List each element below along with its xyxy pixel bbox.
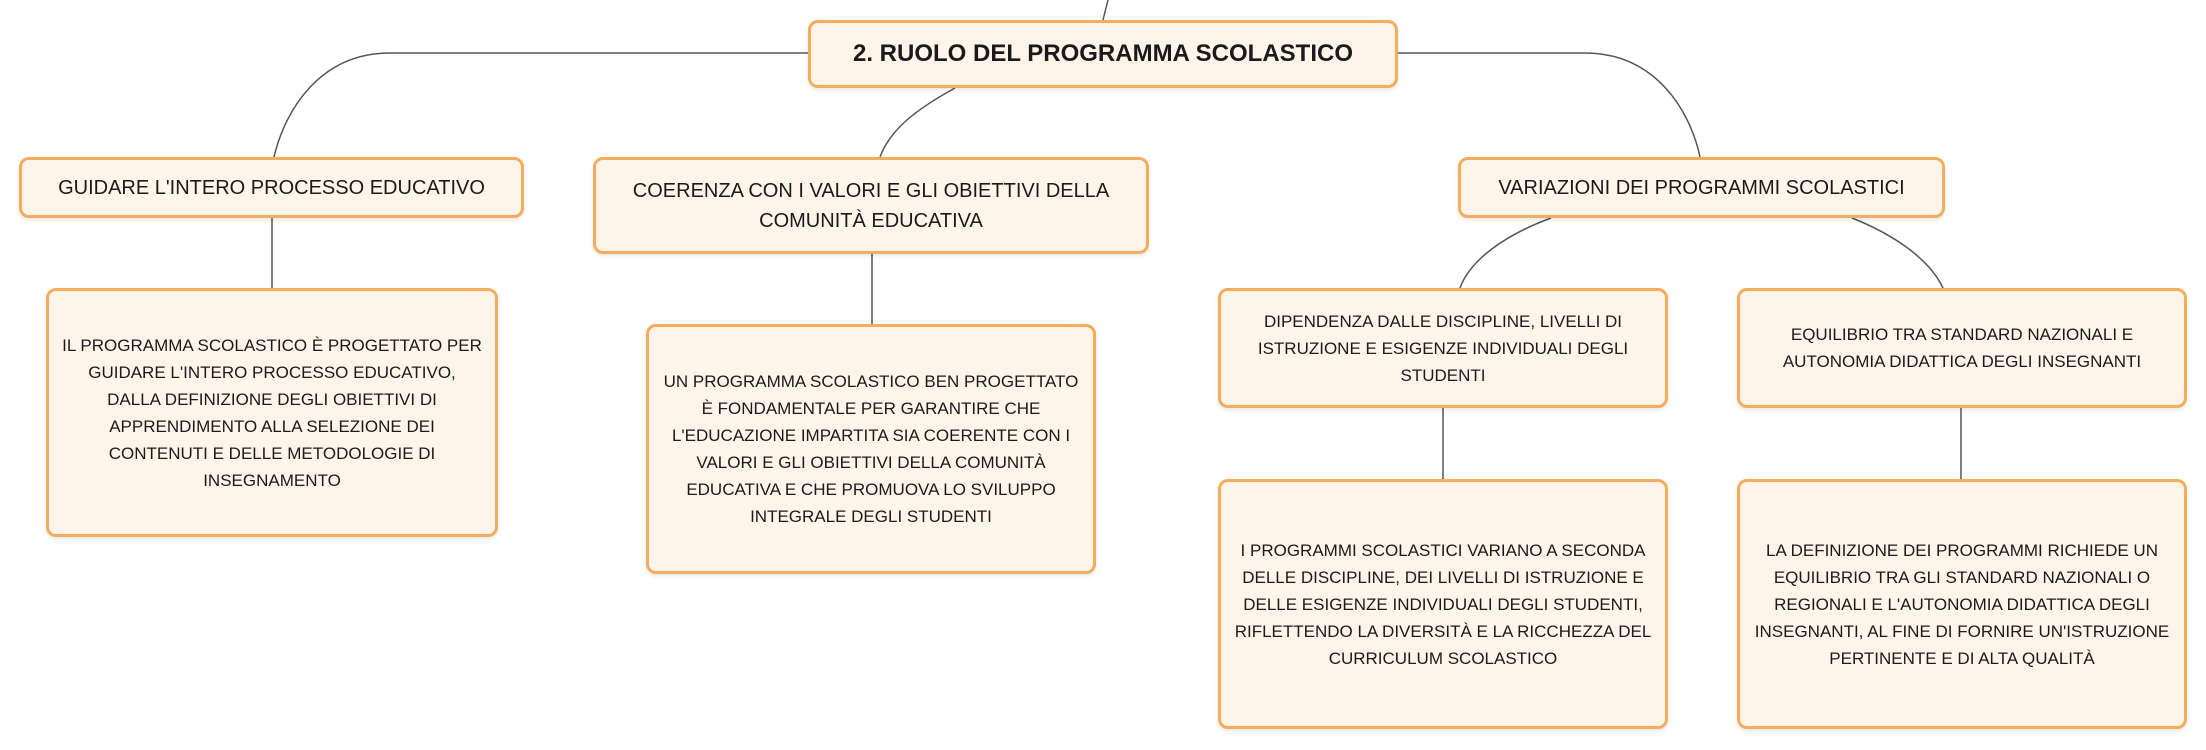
connector-parent-root	[1103, 0, 1108, 20]
node-equilibrio-detail-text: LA DEFINIZIONE DEI PROGRAMMI RICHIEDE UN EQUILIBRIO TRA GLI STANDARD NAZIONALI O REGIONALI E L'AUTONOMIA DIDATTICA DEGLI INSEGNANTI, AL FINE DI FORNIRE UN'ISTRUZIONE PERTINENTE E DI ALTA QUALITÀ	[1754, 540, 2170, 668]
node-dipendenza-detail[interactable]	[1218, 479, 1668, 729]
node-coerenza-detail[interactable]	[646, 324, 1096, 574]
connector-root-variazioni	[1398, 53, 1700, 157]
node-dipendenza-detail-text: I PROGRAMMI SCOLASTICI VARIANO A SECONDA DELLE DISCIPLINE, DEI LIVELLI DI ISTRUZIONE E DELLE ESIGENZE INDIVIDUALI DEGLI STUDENTI, RIFLETTENDO LA DIVERSITÀ E LA RICCHEZZA DEL CURRICULUM SCOLASTICO	[1234, 540, 1652, 668]
node-guidare-label: GUIDARE L'INTERO PROCESSO EDUCATIVO	[58, 176, 485, 199]
root-node[interactable]	[808, 20, 1398, 88]
node-variazioni-label: VARIAZIONI DEI PROGRAMMI SCOLASTICI	[1498, 176, 1905, 199]
node-equilibrio-label: EQUILIBRIO TRA STANDARD NAZIONALI E AUTONOMIA DIDATTICA DEGLI INSEGNANTI	[1782, 325, 2142, 371]
node-guidare-detail[interactable]	[46, 288, 498, 537]
node-coerenza-detail-text: UN PROGRAMMA SCOLASTICO BEN PROGETTATO È FONDAMENTALE PER GARANTIRE CHE L'EDUCAZIONE IMPARTITA SIA COERENTE CON I VALORI E GLI OBIETTIVI DELLA COMUNITÀ EDUCATIVA E CHE PROMUOVA LO SVILUPPO INTEGRALE DEGLI STUDENTI	[663, 372, 1079, 526]
node-dipendenza[interactable]	[1218, 288, 1668, 408]
node-variazioni[interactable]	[1458, 157, 1945, 218]
root-node-label: 2. RUOLO DEL PROGRAMMA SCOLASTICO	[852, 40, 1353, 67]
node-coerenza-label: COERENZA CON I VALORI E GLI OBIETTIVI DELLA COMUNITÀ EDUCATIVA	[632, 179, 1110, 232]
node-guidare-detail-text: IL PROGRAMMA SCOLASTICO È PROGETTATO PER GUIDARE L'INTERO PROCESSO EDUCATIVO, DALLA DEFINIZIONE DEGLI OBIETTIVI DI APPRENDIMENTO ALLA SELEZIONE DEI CONTENUTI E DELLE METODOLOGIE DI INSEGNAMENTO	[62, 335, 482, 490]
node-equilibrio-detail[interactable]	[1737, 479, 2187, 729]
connector-root-coerenza	[880, 88, 955, 157]
node-coerenza[interactable]	[593, 157, 1149, 254]
connector-variazioni-dipendenza	[1460, 218, 1551, 288]
connector-root-guidare	[274, 53, 808, 157]
node-dipendenza-label: DIPENDENZA DALLE DISCIPLINE, LIVELLI DI ISTRUZIONE E ESIGENZE INDIVIDUALI DEGLI STUDENTI	[1257, 311, 1629, 385]
node-guidare[interactable]	[19, 157, 524, 218]
connector-variazioni-equilibrio	[1852, 218, 1943, 288]
node-equilibrio[interactable]	[1737, 288, 2187, 408]
